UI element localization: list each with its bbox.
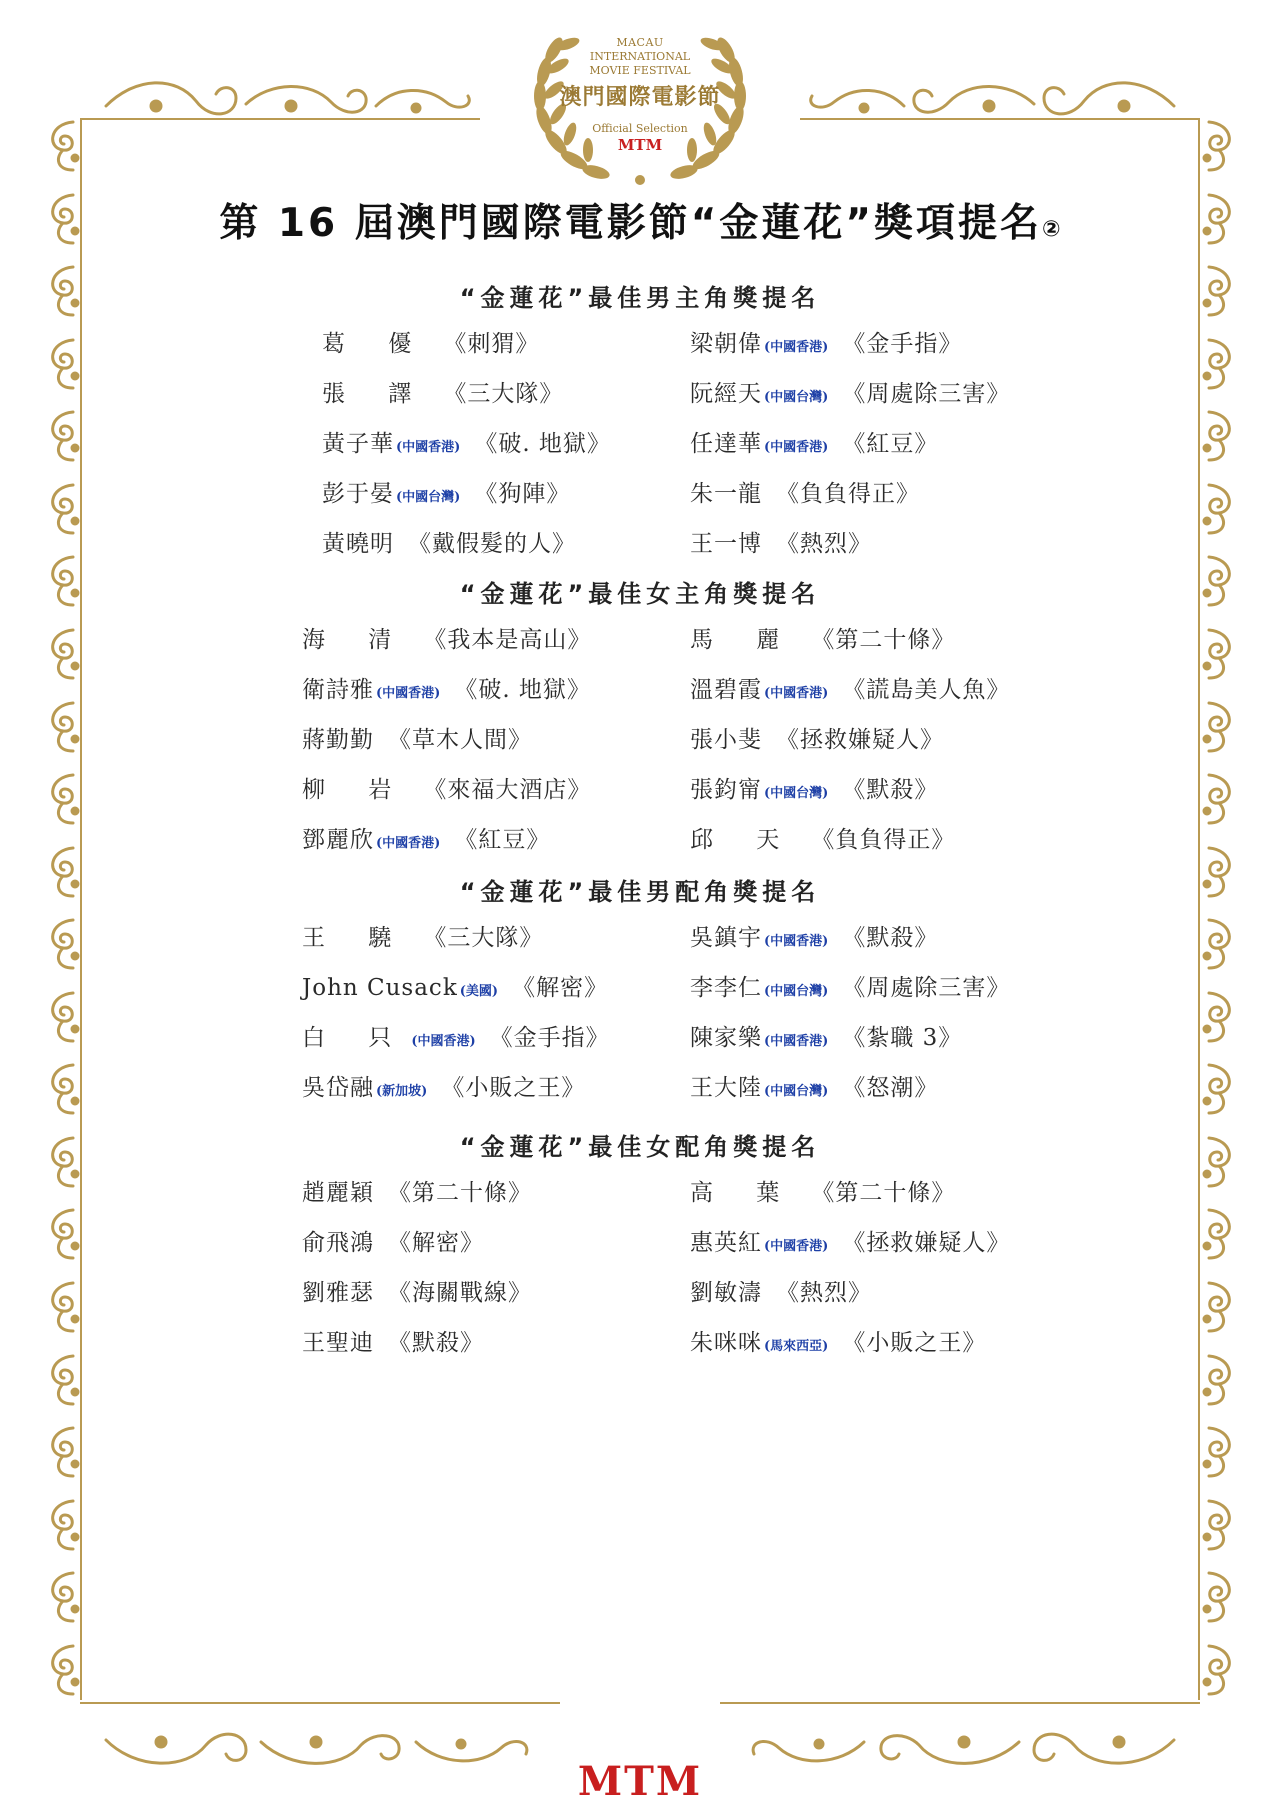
nominee-region: (中國台灣) bbox=[396, 490, 461, 505]
nominee-region: (美國) bbox=[459, 984, 499, 999]
nominee-region: (中國香港) bbox=[411, 1034, 476, 1049]
scroll-ornament-icon bbox=[1199, 1424, 1239, 1480]
nominee-region: (中國台灣) bbox=[764, 984, 829, 999]
nominee-region: (中國香港) bbox=[764, 1034, 829, 1049]
nominee-entry bbox=[302, 720, 532, 760]
nominee-film: 《狗陣》 bbox=[474, 481, 571, 507]
nominee-film: 《默殺》 bbox=[842, 777, 939, 803]
nominee-film: 《草木人間》 bbox=[388, 727, 532, 753]
nominee-name: 俞飛鴻 bbox=[302, 1230, 374, 1256]
nominee-entry bbox=[690, 524, 872, 564]
nominee-name: 陳家樂 bbox=[690, 1025, 762, 1051]
nominee-film: 《熱烈》 bbox=[776, 531, 872, 557]
nominee-entry bbox=[690, 820, 955, 860]
nominee-region: (中國香港) bbox=[376, 686, 441, 701]
nominee-name: 惠英紅 bbox=[690, 1230, 762, 1256]
emblem-line-movie-festival: MOVIE FESTIVAL bbox=[589, 64, 691, 77]
nominee-region: (中國香港) bbox=[764, 440, 829, 455]
scroll-ornament-icon bbox=[1199, 989, 1239, 1045]
nominee-entry bbox=[322, 324, 539, 364]
page-title bbox=[0, 192, 1280, 248]
scroll-ornament-icon bbox=[43, 1424, 83, 1480]
nominee-region: (中國香港) bbox=[764, 1239, 829, 1254]
nominee-name: 劉雅瑟 bbox=[302, 1280, 374, 1306]
nominee-entry bbox=[690, 1018, 962, 1058]
nominee-entry bbox=[690, 720, 944, 760]
scroll-ornament-icon bbox=[1199, 118, 1239, 174]
scroll-ornament-icon bbox=[1199, 699, 1239, 755]
section-title: “金蓮花”最佳男配角獎提名 bbox=[459, 878, 821, 906]
page-title-text: 第 16 屆澳門國際電影節“金蓮花”獎項提名 bbox=[219, 201, 1043, 246]
scroll-ornament-icon bbox=[1199, 1061, 1239, 1117]
nominee-film: 《三大隊》 bbox=[443, 381, 564, 407]
nominee-name: 阮經天 bbox=[690, 381, 762, 407]
nominee-entry bbox=[690, 1323, 986, 1363]
scroll-ornament-icon bbox=[43, 1061, 83, 1117]
nominee-entry bbox=[302, 820, 550, 860]
nominee-film: 《負負得正》 bbox=[811, 827, 956, 853]
nominee-entry bbox=[302, 1323, 484, 1363]
scroll-ornament-icon bbox=[1199, 1352, 1239, 1408]
nominee-region: (馬來西亞) bbox=[764, 1339, 829, 1354]
nominee-name: 吳鎮宇 bbox=[690, 925, 762, 951]
nominee-name: 馬 麗 bbox=[690, 627, 798, 653]
nominee-entry bbox=[322, 524, 576, 564]
nominee-name: 邱 天 bbox=[690, 827, 798, 853]
nominee-name: John Cusack bbox=[302, 975, 458, 1001]
footer-mtm-logo: MTM bbox=[577, 1758, 703, 1805]
nominee-film: 《三大隊》 bbox=[423, 925, 544, 951]
nominee-film: 《默殺》 bbox=[388, 1330, 484, 1356]
scroll-ornament-icon bbox=[43, 1206, 83, 1262]
scroll-ornament-icon bbox=[43, 916, 83, 972]
scroll-ornament-icon bbox=[43, 408, 83, 464]
nominee-entry bbox=[690, 1273, 872, 1313]
nominee-film: 《我本是高山》 bbox=[423, 627, 592, 653]
nominee-entry bbox=[302, 770, 591, 810]
nominee-name: 張小斐 bbox=[690, 727, 762, 753]
nominee-entry bbox=[302, 1018, 610, 1058]
nominee-name: 鄧麗欣 bbox=[302, 827, 374, 853]
scroll-ornament-icon bbox=[43, 699, 83, 755]
frame-bottom-left-line bbox=[80, 1702, 560, 1704]
nominee-film: 《解密》 bbox=[388, 1230, 484, 1256]
nominee-entry bbox=[690, 474, 920, 514]
scroll-ornament-icon bbox=[43, 626, 83, 682]
section-title: “金蓮花”最佳男主角獎提名 bbox=[459, 284, 821, 312]
nominee-name: 張鈞甯 bbox=[690, 777, 762, 803]
scroll-ornament-icon bbox=[43, 1352, 83, 1408]
nominee-name: 高 葉 bbox=[690, 1180, 798, 1206]
nominee-name: 衛詩雅 bbox=[302, 677, 374, 703]
scroll-ornament-icon bbox=[43, 336, 83, 392]
nominee-film: 《海關戰線》 bbox=[388, 1280, 532, 1306]
nominee-name: 葛 優 bbox=[322, 331, 430, 357]
emblem-official-selection: Official Selection bbox=[592, 122, 688, 135]
scroll-ornament-icon bbox=[43, 1279, 83, 1335]
nominee-film: 《金手指》 bbox=[489, 1025, 610, 1051]
nominee-region: (中國香港) bbox=[396, 440, 461, 455]
scroll-ornament-icon bbox=[1199, 1497, 1239, 1553]
nominee-entry bbox=[690, 1173, 955, 1213]
nominee-film: 《戴假髮的人》 bbox=[408, 531, 576, 557]
nominee-entry bbox=[302, 1068, 585, 1108]
nominee-film: 《第二十條》 bbox=[811, 1180, 956, 1206]
scroll-ornament-icon bbox=[1199, 481, 1239, 537]
nominee-film: 《紮職 3》 bbox=[842, 1025, 963, 1051]
nominee-name: 王 驍 bbox=[302, 925, 410, 951]
nominee-entry bbox=[302, 1173, 532, 1213]
nominee-name: 王一博 bbox=[690, 531, 762, 557]
nominee-film: 《第二十條》 bbox=[811, 627, 956, 653]
nominee-name: 黃子華 bbox=[322, 431, 394, 457]
nominee-name: 溫碧霞 bbox=[690, 677, 762, 703]
frame-right-scrollwork bbox=[1196, 118, 1242, 1698]
nominee-name: 海 清 bbox=[302, 627, 410, 653]
nominee-film: 《第二十條》 bbox=[388, 1180, 532, 1206]
nominee-film: 《紅豆》 bbox=[842, 431, 939, 457]
scroll-ornament-icon bbox=[1199, 626, 1239, 682]
nominee-region: (中國香港) bbox=[764, 686, 829, 701]
emblem-mtm-logo: MTM bbox=[617, 136, 663, 154]
nominee-entry bbox=[302, 620, 591, 660]
nominee-entry bbox=[690, 374, 1010, 414]
nominee-name: 趙麗穎 bbox=[302, 1180, 374, 1206]
scroll-ornament-icon bbox=[43, 771, 83, 827]
nominee-name: 吳岱融 bbox=[302, 1075, 374, 1101]
nominee-region: (新加坡) bbox=[376, 1084, 428, 1099]
nominee-film: 《破. 地獄》 bbox=[474, 431, 611, 457]
nominee-film: 《負負得正》 bbox=[776, 481, 920, 507]
scroll-ornament-icon bbox=[1199, 771, 1239, 827]
nominee-entry bbox=[302, 670, 591, 710]
nominee-region: (中國香港) bbox=[764, 340, 829, 355]
nominee-entry bbox=[690, 1223, 1010, 1263]
scroll-ornament-icon bbox=[1199, 408, 1239, 464]
nominee-name: 任達華 bbox=[690, 431, 762, 457]
emblem-chinese-name: 澳門國際電影節 bbox=[559, 84, 721, 110]
nominee-entry bbox=[690, 324, 962, 364]
nominee-entry bbox=[322, 424, 611, 464]
nominee-film: 《默殺》 bbox=[842, 925, 939, 951]
nominee-name: 黃曉明 bbox=[322, 531, 394, 557]
nominee-film: 《解密》 bbox=[512, 975, 609, 1001]
nominee-name: 王聖迪 bbox=[302, 1330, 374, 1356]
scroll-ornament-icon bbox=[43, 1642, 83, 1698]
scroll-ornament-icon bbox=[43, 118, 83, 174]
nominee-film: 《拯救嫌疑人》 bbox=[776, 727, 944, 753]
nominee-film: 《熱烈》 bbox=[776, 1280, 872, 1306]
nominee-name: 張 譯 bbox=[322, 381, 430, 407]
nominee-region: (中國香港) bbox=[764, 934, 829, 949]
nominee-entry bbox=[302, 1223, 484, 1263]
scroll-ornament-icon bbox=[1199, 336, 1239, 392]
page-title-number: ② bbox=[1042, 217, 1061, 242]
nominee-entry bbox=[302, 968, 608, 1008]
frame-left-scrollwork bbox=[40, 118, 86, 1698]
nominee-film: 《謊島美人魚》 bbox=[842, 677, 1011, 703]
nominee-name: 王大陸 bbox=[690, 1075, 762, 1101]
scroll-ornament-icon bbox=[1199, 1279, 1239, 1335]
top-left-flourish-icon bbox=[96, 76, 476, 126]
nominee-region: (中國台灣) bbox=[764, 1084, 829, 1099]
nominee-entry bbox=[690, 670, 1010, 710]
nominee-film: 《小販之王》 bbox=[842, 1330, 987, 1356]
nominee-name: 蔣勤勤 bbox=[302, 727, 374, 753]
nominee-name: 柳 岩 bbox=[302, 777, 410, 803]
emblem-line-international: INTERNATIONAL bbox=[589, 50, 691, 63]
nominee-film: 《怒潮》 bbox=[842, 1075, 939, 1101]
nominee-name: 白 只 bbox=[302, 1025, 410, 1051]
scroll-ornament-icon bbox=[43, 481, 83, 537]
nominee-entry bbox=[690, 424, 938, 464]
festival-emblem bbox=[514, 10, 766, 190]
nominee-entry bbox=[690, 770, 938, 810]
nominee-film: 《刺猬》 bbox=[443, 331, 540, 357]
nominee-film: 《周處除三害》 bbox=[842, 381, 1011, 407]
nominee-name: 彭于晏 bbox=[322, 481, 394, 507]
emblem-line-macau: MACAU bbox=[616, 36, 664, 49]
nominee-name: 梁朝偉 bbox=[690, 331, 762, 357]
nominee-entry bbox=[690, 620, 955, 660]
nominee-entry bbox=[690, 968, 1010, 1008]
nominee-entry bbox=[302, 1273, 532, 1313]
nominee-film: 《來福大酒店》 bbox=[423, 777, 592, 803]
scroll-ornament-icon bbox=[1199, 916, 1239, 972]
section-title: “金蓮花”最佳女配角獎提名 bbox=[459, 1133, 821, 1161]
nominee-name: 朱咪咪 bbox=[690, 1330, 762, 1356]
top-right-flourish-icon bbox=[804, 76, 1184, 126]
nominee-film: 《紅豆》 bbox=[454, 827, 551, 853]
nominee-film: 《破. 地獄》 bbox=[454, 677, 591, 703]
scroll-ornament-icon bbox=[43, 989, 83, 1045]
nominee-film: 《拯救嫌疑人》 bbox=[842, 1230, 1011, 1256]
nominee-film: 《金手指》 bbox=[842, 331, 963, 357]
scroll-ornament-icon bbox=[1199, 1206, 1239, 1262]
scroll-ornament-icon bbox=[1199, 1642, 1239, 1698]
nominee-region: (中國台灣) bbox=[764, 390, 829, 405]
nominee-entry bbox=[302, 918, 543, 958]
nominee-name: 李李仁 bbox=[690, 975, 762, 1001]
nominee-film: 《周處除三害》 bbox=[842, 975, 1011, 1001]
section-title: “金蓮花”最佳女主角獎提名 bbox=[459, 580, 821, 608]
nominee-film: 《小販之王》 bbox=[441, 1075, 586, 1101]
nominee-entry bbox=[690, 1068, 938, 1108]
nominee-entry bbox=[322, 474, 570, 514]
nominee-name: 朱一龍 bbox=[690, 481, 762, 507]
scroll-ornament-icon bbox=[43, 1497, 83, 1553]
nominee-region: (中國台灣) bbox=[764, 786, 829, 801]
scroll-ornament-icon bbox=[1199, 1569, 1239, 1625]
frame-bottom-right-line bbox=[720, 1702, 1200, 1704]
scroll-ornament-icon bbox=[43, 1569, 83, 1625]
nominee-entry bbox=[322, 374, 563, 414]
nominee-name: 劉敏濤 bbox=[690, 1280, 762, 1306]
nominee-entry bbox=[690, 918, 938, 958]
nominee-region: (中國香港) bbox=[376, 836, 441, 851]
